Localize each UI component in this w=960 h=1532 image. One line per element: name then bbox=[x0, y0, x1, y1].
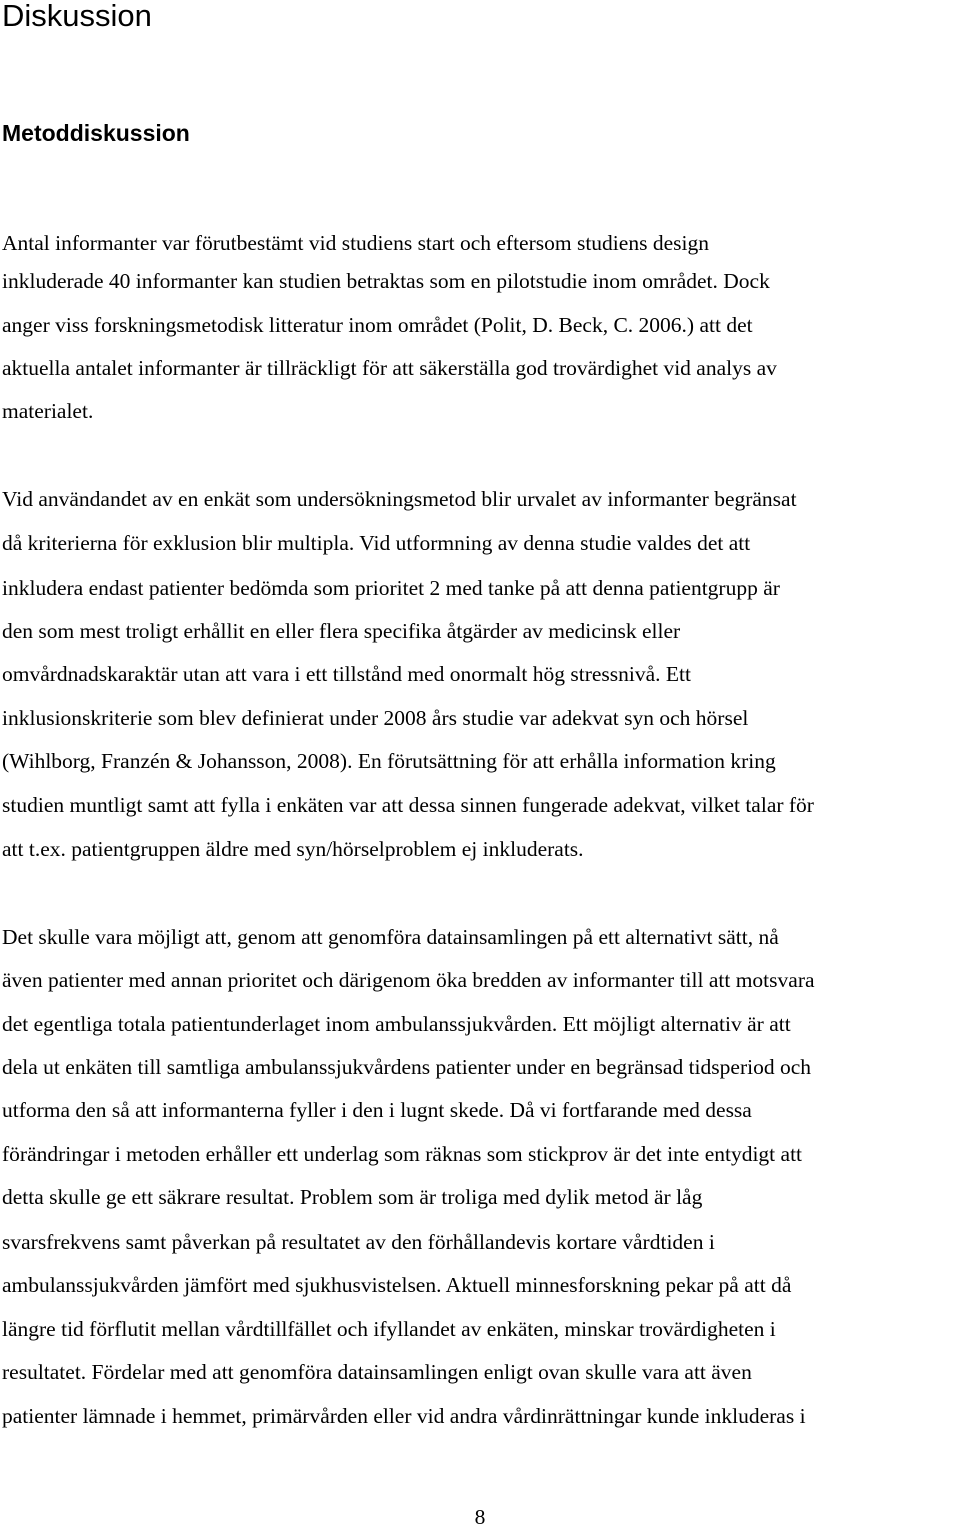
paragraph-3-line: längre tid förflutit mellan vårdtillfället och ifyllandet av enkäten, minskar trovärdigheten i bbox=[2, 1317, 776, 1341]
paragraph-2-line: inklusionskriterie som blev definierat under 2008 års studie var adekvat syn och hörsel bbox=[2, 706, 749, 730]
paragraph-2-line: Vid användandet av en enkät som undersökningsmetod blir urvalet av informanter begränsat bbox=[2, 487, 797, 511]
paragraph-1-line: Antal informanter var förutbestämt vid studiens start och eftersom studiens design bbox=[2, 231, 709, 255]
paragraph-3-line: svarsfrekvens samt påverkan på resultatet av den förhållandevis kortare vårdtiden i bbox=[2, 1230, 715, 1254]
section-title: Metoddiskussion bbox=[2, 120, 190, 146]
page-number: 8 bbox=[474, 1505, 486, 1529]
paragraph-1-line: aktuella antalet informanter är tillräckligt för att säkerställa god trovärdighet vid analys av bbox=[2, 356, 777, 380]
paragraph-1-line: materialet. bbox=[2, 399, 94, 423]
paragraph-2-line: att t.ex. patientgruppen äldre med syn/hörselproblem ej inkluderats. bbox=[2, 837, 584, 861]
paragraph-2-line: den som mest troligt erhållit en eller flera specifika åtgärder av medicinsk eller bbox=[2, 619, 681, 643]
paragraph-1-line: inkluderade 40 informanter kan studien betraktas som en pilotstudie inom området. Dock bbox=[2, 269, 770, 293]
paragraph-3-line: förändringar i metoden erhåller ett underlag som räknas som stickprov är det inte entydigt att bbox=[2, 1142, 803, 1166]
paragraph-2-line: omvårdnadskaraktär utan att vara i ett tillstånd med onormalt hög stressnivå. Ett bbox=[2, 662, 692, 686]
page-title: Diskussion bbox=[2, 0, 152, 33]
paragraph-2-line: studien muntligt samt att fylla i enkäten var att dessa sinnen fungerade adekvat, vilket talar för bbox=[2, 793, 814, 817]
paragraph-3-line: det egentliga totala patientunderlaget inom ambulanssjukvården. Ett möjligt alternativ är att bbox=[2, 1012, 791, 1036]
paragraph-2-line: då kriterierna för exklusion blir multipla. Vid utformning av denna studie valdes det att bbox=[2, 531, 751, 555]
paragraph-3-line: ambulanssjukvården jämfört med sjukhusvistelsen. Aktuell minnesforskning pekar på att då bbox=[2, 1273, 792, 1297]
paragraph-3-line: utforma den så att informanterna fyller i den i lugnt skede. Då vi fortfarande med dessa bbox=[2, 1098, 752, 1122]
paragraph-3-line: resultatet. Fördelar med att genomföra datainsamlingen enligt ovan skulle vara att även bbox=[2, 1360, 752, 1384]
paragraph-3-line: även patienter med annan prioritet och därigenom öka bredden av informanter till att motsvara bbox=[2, 968, 815, 992]
paragraph-1-line: anger viss forskningsmetodisk litteratur inom området (Polit, D. Beck, C. 2006.) att det bbox=[2, 313, 753, 337]
paragraph-3-line: dela ut enkäten till samtliga ambulanssjukvårdens patienter under en begränsad tidsperiod och bbox=[2, 1055, 811, 1079]
paragraph-2-line: inkludera endast patienter bedömda som prioritet 2 med tanke på att denna patientgrupp är bbox=[2, 576, 780, 600]
paragraph-2-line: (Wihlborg, Franzén & Johansson, 2008). En förutsättning för att erhålla information kring bbox=[2, 749, 776, 773]
paragraph-3-line: detta skulle ge ett säkrare resultat. Problem som är troliga med dylik metod är låg bbox=[2, 1185, 703, 1209]
paragraph-3-line: patienter lämnade i hemmet, primärvården eller vid andra vårdinrättningar kunde inkluderas i bbox=[2, 1404, 806, 1428]
paragraph-3-line: Det skulle vara möjligt att, genom att genomföra datainsamlingen på ett alternativt sätt, nå bbox=[2, 925, 779, 949]
